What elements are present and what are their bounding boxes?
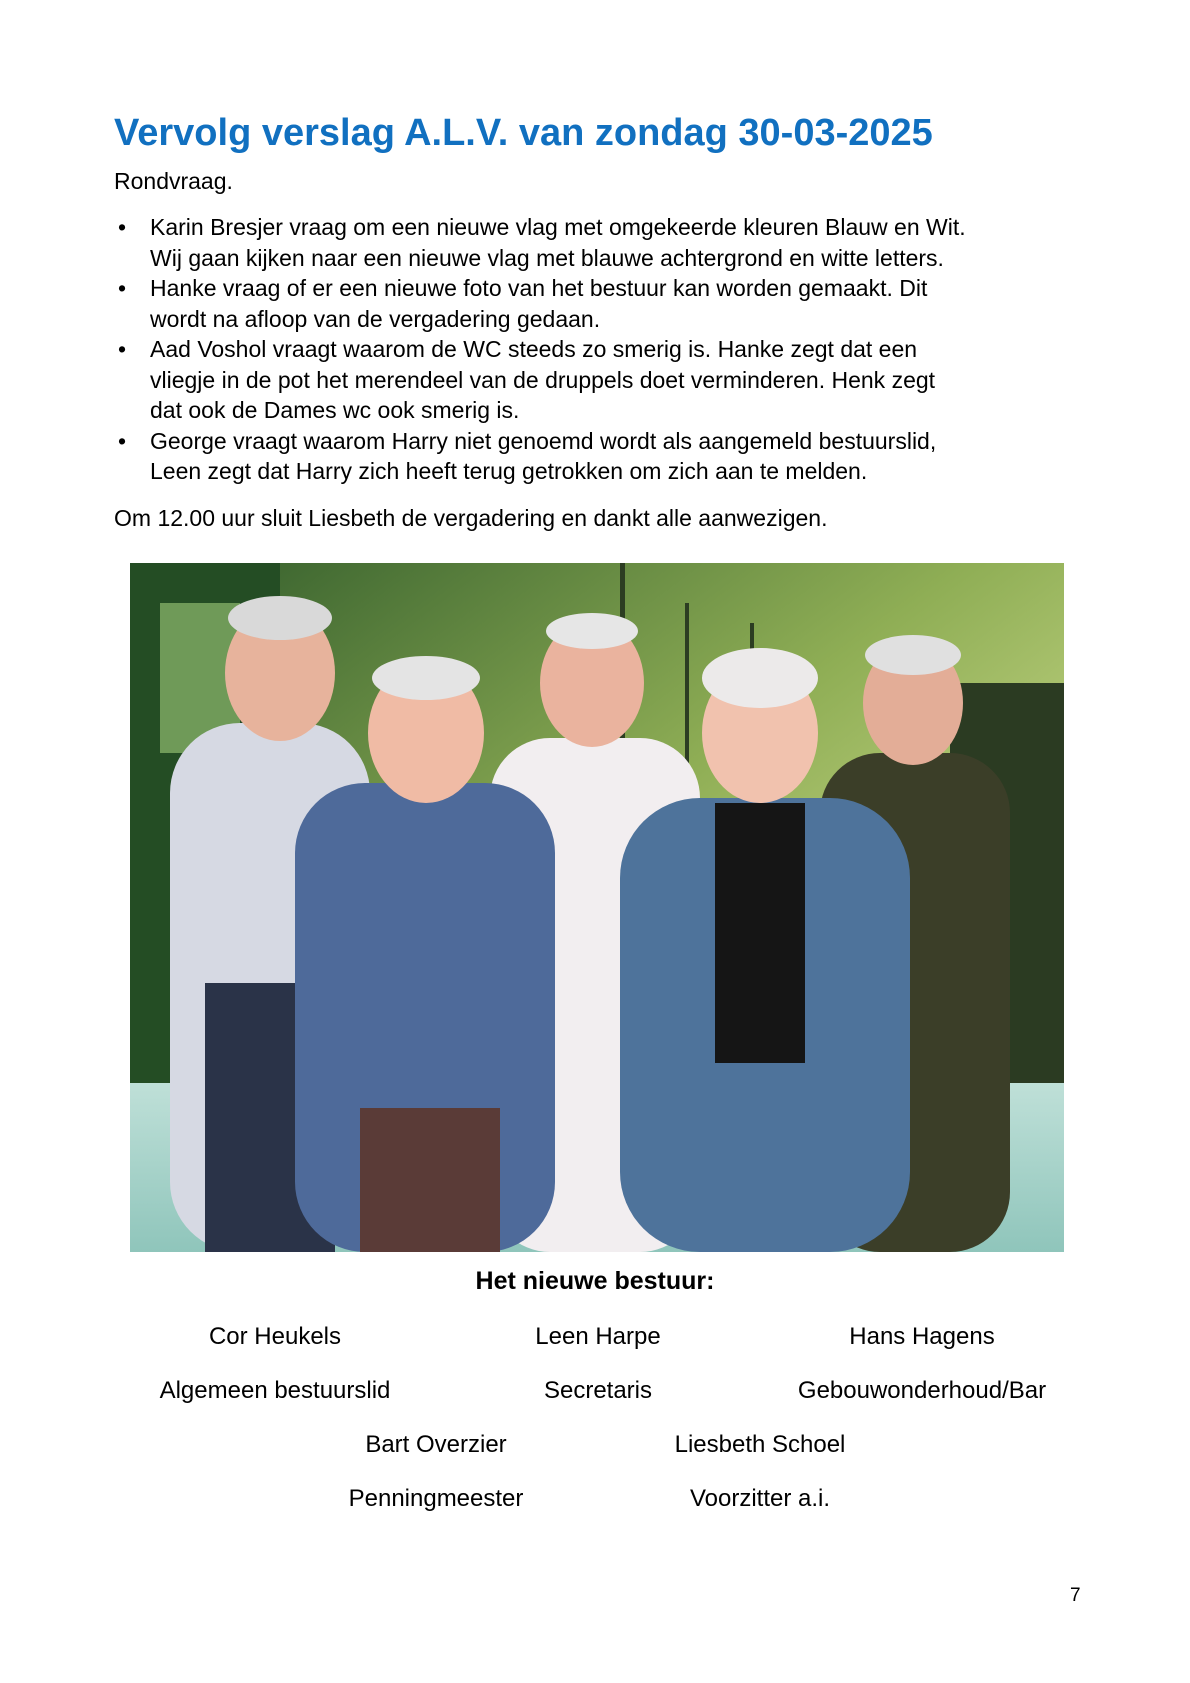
rondvraag-list (114, 212, 1114, 487)
member-name: Cor Heukels (208, 1323, 342, 1350)
bullet-icon: • (118, 427, 127, 454)
list-item-line: Wij gaan kijken naar een nieuwe vlag met blauwe achtergrond en witte letters. (150, 244, 944, 271)
page-title: Vervolg verslag A.L.V. van zondag 30-03-2025 (114, 112, 933, 154)
list-item (114, 212, 1114, 273)
list-item-line: Hanke vraag of er een nieuwe foto van het bestuur kan worden gemaakt. Dit (150, 275, 928, 301)
member-role: Gebouwonderhoud/Bar (797, 1377, 1047, 1404)
list-item-line: vliegje in de pot het merendeel van de druppels doet verminderen. Henk zegt (150, 366, 936, 393)
page-number: 7 (1070, 1585, 1081, 1606)
list-item-line: wordt na afloop van de vergadering gedaan. (150, 305, 601, 332)
member-name: Leen Harpe (535, 1323, 661, 1350)
closing-paragraph: Om 12.00 uur sluit Liesbeth de vergadering en dankt alle aanwezigen. (114, 505, 828, 531)
bullet-icon: • (118, 275, 127, 301)
section-heading-rondvraag: Rondvraag. (114, 168, 233, 194)
bullet-icon: • (118, 336, 127, 362)
bullet-icon: • (118, 214, 127, 240)
member-role: Secretaris (543, 1377, 653, 1404)
member-name: Liesbeth Schoel (674, 1431, 846, 1458)
board-group-photo (130, 563, 1064, 1252)
list-item-line: Aad Voshol vraagt waarom de WC steeds zo smerig is. Hanke zegt dat een (150, 336, 918, 362)
member-name: Bart Overzier (365, 1431, 507, 1458)
member-role: Algemeen bestuurslid (159, 1377, 391, 1404)
list-item (114, 426, 1114, 487)
photo-caption: Het nieuwe bestuur: (475, 1267, 715, 1295)
member-role: Penningmeester (348, 1485, 524, 1512)
list-item (114, 334, 1114, 426)
list-item-line: Karin Bresjer vraag om een nieuwe vlag met omgekeerde kleuren Blauw en Wit. (150, 214, 966, 240)
list-item-line: dat ook de Dames wc ook smerig is. (150, 397, 520, 423)
list-item-line: George vraagt waarom Harry niet genoemd wordt als aangemeld bestuurslid, (150, 427, 937, 454)
member-role: Voorzitter a.i. (689, 1485, 831, 1512)
list-item-line: Leen zegt dat Harry zich heeft terug getrokken om zich aan te melden. (150, 458, 868, 484)
list-item (114, 273, 1114, 334)
member-name: Hans Hagens (849, 1323, 995, 1350)
